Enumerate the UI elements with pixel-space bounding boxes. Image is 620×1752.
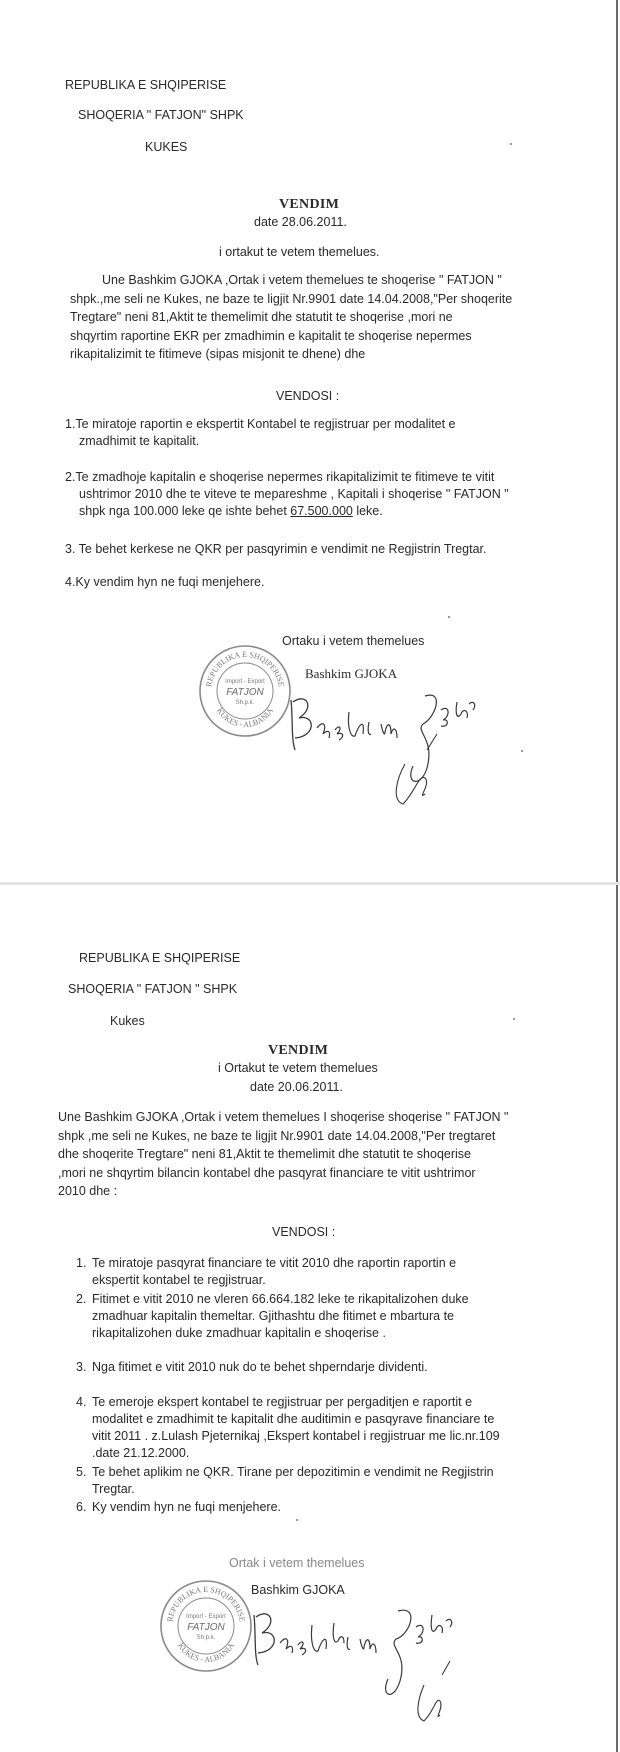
item-line: rikapitalizohen duke zmadhuar kapitalin e shoqerise . [92,1326,386,1340]
decision-item [65,469,509,520]
intro-line: shpk ,me seli ne Kukes, ne baze te ligjit Nr.9901 date 14.04.2008,"Per tregtaret [58,1128,496,1143]
svg-text:Sh.p.k.: Sh.p.k. [196,1635,216,1641]
svg-text:Import - Export: Import - Export [186,1614,226,1620]
item-line: Te emeroje ekspert kontabel te regjistruar per pergaditjen e raportit e [92,1395,473,1409]
decision-item [65,574,264,591]
page-edge [616,0,618,885]
intro-paragraph [70,271,512,364]
signer-role: Ortak i vetem themelues [229,1556,365,1570]
decision-item [65,541,487,558]
item-number: 4. [76,1395,87,1409]
intro-line: 2010 dhe : [58,1184,118,1198]
company-stamp [158,1578,254,1674]
header-city: Kukes [110,1014,145,1028]
item-line: ekspertit kontabel te regjistruar. [92,1273,266,1287]
document-title: VENDIM [279,197,340,212]
decision-item [76,1359,428,1376]
header-company: SHOQERIA " FATJON" SHPK [78,108,244,122]
handwritten-signature [248,1605,468,1735]
decides-heading: VENDOSI : [272,1225,336,1239]
item-line: Tregtar. [92,1482,135,1496]
svg-text:Sh.p.k.: Sh.p.k. [235,700,255,706]
item-line: ushtrimor 2010 dhe te viteve te mepareshme , Kapitali i shoqerise " FATJON " [79,487,509,501]
document-page-2 [0,885,620,1752]
decision-item [76,1291,469,1342]
item-line: modalitet e zmadhimit te kapitalit dhe auditimin e pasqyrave financiare te [92,1412,495,1426]
handwritten-signature [285,688,485,818]
item-line: Ky vendim hyn ne fuqi menjehere. [92,1500,281,1514]
signer-name: Bashkim GJOKA [251,1583,345,1597]
decision-item [76,1464,494,1498]
item-line-part: leke. [352,504,383,518]
intro-line: shpk.,me seli ne Kukes, ne baze te ligjit Nr.9901 date 14.04.2008,"Per shoqerite [70,291,513,306]
item-number: 3. [76,1360,87,1374]
signer-name: Bashkim GJOKA [305,666,398,681]
item-number: 5. [76,1465,87,1479]
svg-text:FATJON: FATJON [187,1622,225,1633]
document-date: date 20.06.2011. [250,1080,343,1094]
item-line: 3. Te behet kerkese ne QKR per pasqyrimin e vendimit ne Regjistrin Tregtar. [65,542,487,556]
item-line: .date 21.12.2000. [92,1446,190,1460]
decision-item [65,416,455,450]
document-subtitle: i ortakut te vetem themelues. [219,245,380,259]
item-number: 2. [76,1292,87,1306]
document-subtitle: i Ortakut te vetem themelues [218,1061,378,1075]
item-line: 1.Te miratoje raportin e ekspertit Kontabel te regjistruar per modalitet e [65,417,456,431]
item-line: vitit 2011 . z.Lulash Pjeternikaj ,Ekspert kontabel i regjistruar me lic.nr.109 [92,1429,500,1443]
item-line: Nga fitimet e vitit 2010 nuk do te behet shperndarje dividenti. [92,1360,428,1374]
intro-line: Une Bashkim GJOKA ,Ortak i vetem themelues te shoqerise " FATJON " [102,273,502,287]
svg-text:FATJON: FATJON [226,687,264,698]
document-date: date 28.06.2011. [254,215,347,229]
item-line: zmadhimit te kapitalit. [79,434,200,448]
decision-item [76,1394,500,1462]
intro-line: Une Bashkim GJOKA ,Ortak i vetem themelues I shoqerise shoqerise " FATJON " [58,1110,509,1124]
svg-text:KUKES - ALBANIA: KUKES - ALBANIA [176,1641,236,1665]
capital-amount: 67.500.000 [290,504,353,518]
document-title: VENDIM [268,1043,329,1058]
svg-text:REPUBLIKA E SHQIPERISE: REPUBLIKA E SHQIPERISE [165,1584,247,1623]
header-republic: REPUBLIKA E SHQIPERISE [79,951,241,965]
item-line: Te behet aplikim ne QKR. Tirane per depozitimin e vendimit ne Regjistrin [92,1465,494,1479]
item-line: Te miratoje pasqyrat financiare te vitit 2010 dhe raportin raportin e [92,1256,457,1270]
svg-text:Import - Export: Import - Export [225,679,265,685]
page-edge [616,885,618,1752]
item-line-part: shpk nga 100.000 leke qe ishte behet [79,504,291,518]
item-line [65,503,509,520]
header-company: SHOQERIA " FATJON " SHPK [68,982,238,996]
decision-item [76,1255,456,1289]
item-number: 1. [76,1256,87,1270]
svg-text:REPUBLIKA E SHQIPERISE: REPUBLIKA E SHQIPERISE [204,649,286,688]
intro-line: ,mori ne shqyrtim bilancin kontabel dhe pasqyrat financiare te vitit ushtrimor [58,1165,476,1180]
decision-item [76,1499,281,1516]
company-stamp [197,643,293,739]
intro-line: shqyrtim raportine EKR per zmadhimin e kapitalit te shoqerise nepermes [70,328,472,343]
intro-paragraph [58,1108,508,1201]
item-line: 2.Te zmadhoje kapitalin e shoqerise nepermes rikapitalizimit te fitimeve te vitit [65,470,495,484]
item-number: 6. [76,1500,87,1514]
header-city: KUKES [145,140,188,154]
intro-line: dhe shoqerite Tregtare" neni 81,Aktit te themelimit dhe statutit te shoqerise [58,1147,472,1161]
intro-line: Tregtare" neni 81,Aktit te themelimit dhe statutit te shoqerise ,mori ne [70,310,453,324]
decides-heading: VENDOSI : [276,389,340,403]
intro-line: rikapitalizimit te fitimeve (sipas misjonit te dhene) dhe [70,347,366,361]
item-line: Fitimet e vitit 2010 ne vleren 66.664.182 leke te rikapitalizohen duke [92,1292,469,1306]
signer-role: Ortaku i vetem themelues [282,634,425,648]
header-republic: REPUBLIKA E SHQIPERISE [65,78,227,92]
svg-text:KUKES - ALBANIA: KUKES - ALBANIA [215,706,275,730]
item-line: zmadhuar kapitalin themeltar. Gjithashtu dhe fitimet e mbartura te [92,1309,454,1323]
item-line: 4.Ky vendim hyn ne fuqi menjehere. [65,575,265,589]
